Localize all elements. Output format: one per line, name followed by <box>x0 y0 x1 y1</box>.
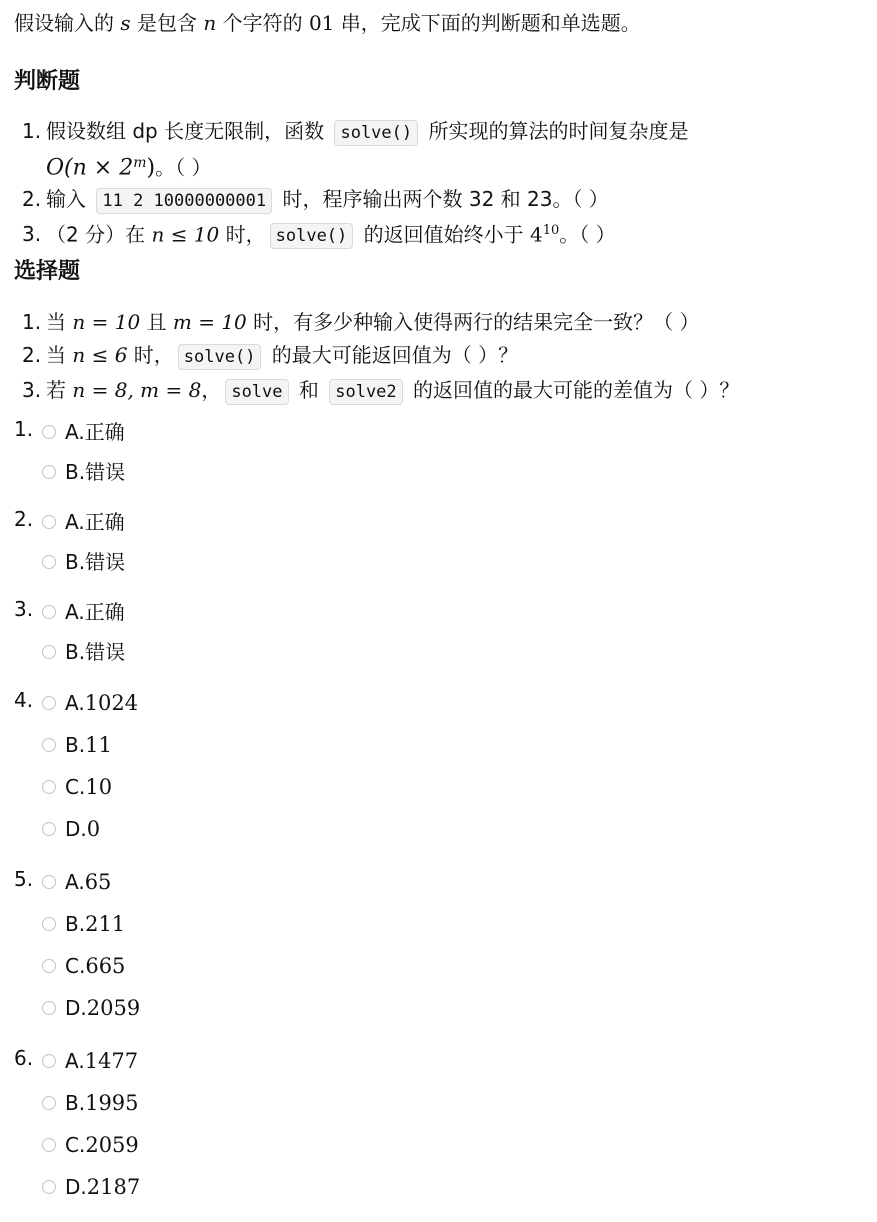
question-text: 时， <box>219 222 266 247</box>
answer-option-b[interactable] <box>42 637 125 667</box>
question-text: 的返回值始终小于 <box>357 222 530 247</box>
radio-icon[interactable] <box>42 1001 56 1015</box>
option-letter: A. <box>65 870 85 894</box>
option-letter: B. <box>65 460 86 484</box>
option-letter: D. <box>65 1175 87 1199</box>
answer-option-a[interactable] <box>42 1046 138 1076</box>
tf-question-1 <box>22 116 688 184</box>
question-text: 时，有多少种输入使得两行的结果完全一致？（ ） <box>246 310 700 334</box>
inline-code: 11 2 10000000001 <box>96 188 272 214</box>
answer-option-b[interactable] <box>42 730 112 760</box>
math-superscript: m <box>133 155 147 171</box>
question-text: 。（ ） <box>155 155 212 180</box>
answer-option-c[interactable] <box>42 772 112 802</box>
radio-icon[interactable] <box>42 822 56 836</box>
answer-number: 6. <box>14 1046 34 1070</box>
answer-number: 2. <box>14 507 34 531</box>
answer-option-a[interactable] <box>42 597 125 627</box>
tf-question-list <box>22 116 688 251</box>
question-number: 2. <box>22 186 42 211</box>
math-condition: n ≤ 6 <box>72 343 128 367</box>
question-number: 3. <box>22 222 42 247</box>
inline-code: solve() <box>270 223 354 249</box>
question-number: 1. <box>22 119 42 143</box>
intro-text-part: 串，完成下面的判断题和单选题。 <box>334 11 641 35</box>
option-value: 错误 <box>85 640 126 664</box>
tf-question-2 <box>22 184 688 216</box>
heading-multiple-choice: 选择题 <box>14 259 81 284</box>
answer-option-c[interactable] <box>42 951 125 981</box>
mc-question-2 <box>22 339 739 374</box>
option-value: 正确 <box>84 510 125 534</box>
answer-number: 5. <box>14 867 34 891</box>
option-letter: A. <box>65 600 85 624</box>
question-text: 当 <box>46 310 73 334</box>
radio-icon[interactable] <box>42 515 56 529</box>
option-letter: B. <box>65 550 86 574</box>
math-condition: n ≤ 10 <box>151 222 220 247</box>
question-text: 和 <box>292 378 326 402</box>
inline-code: solve2 <box>329 379 402 405</box>
radio-icon[interactable] <box>42 738 56 752</box>
math-paren: ) <box>146 155 156 181</box>
question-text: 假设数组 dp 长度无限制，函数 <box>46 119 331 143</box>
inline-code: solve() <box>334 120 418 146</box>
option-value: 错误 <box>85 550 126 574</box>
answer-option-b[interactable] <box>42 1088 139 1118</box>
option-value: 65 <box>84 870 112 894</box>
math-condition: m = 10 <box>172 310 247 334</box>
option-letter: C. <box>65 775 86 799</box>
question-text: 输入 <box>46 186 93 211</box>
radio-icon[interactable] <box>42 875 56 889</box>
option-value: 1477 <box>84 1049 139 1073</box>
option-value: 11 <box>85 733 112 757</box>
mc-question-3 <box>22 374 739 409</box>
question-text: 若 <box>46 378 73 402</box>
question-continuation <box>22 148 688 184</box>
option-value: 错误 <box>85 460 126 484</box>
question-text: 时，程序输出两个数 32 和 23。（ ） <box>276 186 609 211</box>
radio-icon[interactable] <box>42 696 56 710</box>
answer-option-b[interactable] <box>42 457 125 487</box>
mc-question-list <box>22 306 739 409</box>
option-letter: B. <box>65 912 86 936</box>
answer-option-d[interactable] <box>42 993 140 1023</box>
answer-option-d[interactable] <box>42 814 100 844</box>
heading-true-false: 判断题 <box>14 69 81 94</box>
option-letter: B. <box>65 733 86 757</box>
question-text: 的返回值的最大可能的差值为（ ）？ <box>406 378 740 402</box>
question-text: （2 分）在 <box>46 222 152 247</box>
answer-option-b[interactable] <box>42 909 125 939</box>
math-var-n: n <box>203 11 217 35</box>
math-superscript: 10 <box>542 222 560 238</box>
question-text: 当 <box>46 343 73 367</box>
intro-text <box>14 8 641 38</box>
option-letter: A. <box>65 420 85 444</box>
math-01: 01 <box>308 11 335 35</box>
option-value: 0 <box>86 817 101 841</box>
radio-icon[interactable] <box>42 1096 56 1110</box>
question-text: ， <box>201 378 222 402</box>
question-number: 1. <box>22 310 42 334</box>
math-var-s: s <box>120 11 131 35</box>
option-value: 665 <box>85 954 126 978</box>
option-value: 2059 <box>85 1133 139 1157</box>
radio-icon[interactable] <box>42 1138 56 1152</box>
radio-icon[interactable] <box>42 917 56 931</box>
math-condition: n = 10 <box>72 310 141 334</box>
answer-option-c[interactable] <box>42 1130 139 1160</box>
answer-option-d[interactable] <box>42 1172 140 1202</box>
option-letter: A. <box>65 691 85 715</box>
option-letter: B. <box>65 640 86 664</box>
option-value: 211 <box>85 912 126 936</box>
option-letter: B. <box>65 1091 86 1115</box>
answer-option-b[interactable] <box>42 547 125 577</box>
radio-icon[interactable] <box>42 465 56 479</box>
mc-question-1 <box>22 306 739 339</box>
radio-icon[interactable] <box>42 1054 56 1068</box>
inline-code: solve <box>225 379 288 405</box>
question-text: 且 <box>140 310 173 334</box>
answer-option-a[interactable] <box>42 417 125 447</box>
option-letter: D. <box>65 817 87 841</box>
intro-text-part: 是包含 <box>130 11 204 35</box>
inline-code: solve() <box>178 344 262 370</box>
math-complexity: O(n × 2 <box>46 155 134 181</box>
option-letter: C. <box>65 1133 86 1157</box>
answer-number: 3. <box>14 597 34 621</box>
option-letter: A. <box>65 510 85 534</box>
answer-number: 1. <box>14 417 34 441</box>
radio-icon[interactable] <box>42 555 56 569</box>
question-text: 时， <box>127 343 174 367</box>
answer-number: 4. <box>14 688 34 712</box>
math-base: 4 <box>530 222 543 247</box>
question-text: 所实现的算法的时间复杂度是 <box>422 119 689 143</box>
answer-option-a[interactable] <box>42 688 138 718</box>
radio-icon[interactable] <box>42 425 56 439</box>
intro-text-part: 假设输入的 <box>14 11 121 35</box>
option-letter: C. <box>65 954 86 978</box>
option-value: 10 <box>85 775 113 799</box>
intro-text-part: 个字符的 <box>216 11 309 35</box>
option-value: 1024 <box>84 691 139 715</box>
radio-icon[interactable] <box>42 645 56 659</box>
option-value: 2059 <box>86 996 141 1020</box>
radio-icon[interactable] <box>42 1180 56 1194</box>
math-condition: n = 8, m = 8 <box>72 378 202 402</box>
option-letter: A. <box>65 1049 85 1073</box>
question-text: 的最大可能返回值为（ ）？ <box>265 343 519 367</box>
radio-icon[interactable] <box>42 605 56 619</box>
question-text: 。（ ） <box>559 222 616 247</box>
radio-icon[interactable] <box>42 780 56 794</box>
tf-question-3 <box>22 216 688 252</box>
option-value: 2187 <box>86 1175 141 1199</box>
answer-option-a[interactable] <box>42 867 111 897</box>
question-number: 3. <box>22 378 42 402</box>
option-letter: D. <box>65 996 87 1020</box>
radio-icon[interactable] <box>42 959 56 973</box>
option-value: 1995 <box>85 1091 139 1115</box>
option-value: 正确 <box>84 600 125 624</box>
option-value: 正确 <box>84 420 125 444</box>
question-number: 2. <box>22 343 42 367</box>
answer-option-a[interactable] <box>42 507 125 537</box>
